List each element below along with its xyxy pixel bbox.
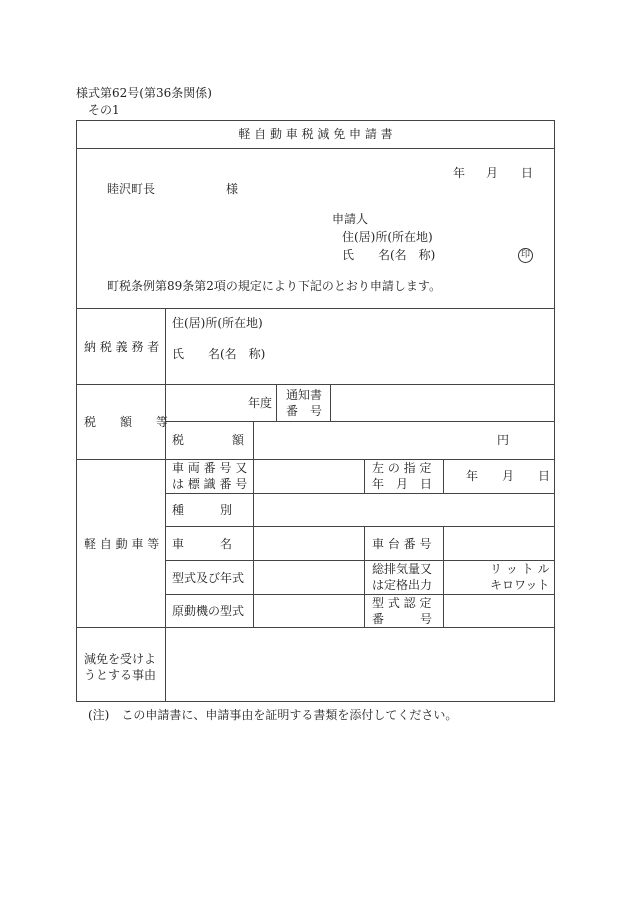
footnote: (注) この申請書に、申請事由を証明する書類を添付してください。 xyxy=(88,708,458,722)
rule xyxy=(165,421,555,422)
rule xyxy=(76,308,555,309)
rule xyxy=(165,526,555,527)
addressee-honorific: 様 xyxy=(226,182,239,196)
yen-unit: 円 xyxy=(497,433,510,447)
rule xyxy=(364,459,365,493)
tax-amount-label: 税 額 xyxy=(172,433,245,447)
model-year-label: 型式及び年式 xyxy=(172,571,245,585)
date-month-label: 月 xyxy=(486,166,499,180)
reason-label-2: うとする事由 xyxy=(84,668,157,682)
form-number: 様式第62号(第36条関係) xyxy=(76,86,212,100)
rule xyxy=(76,459,555,460)
kilowatt-unit: キロワット xyxy=(490,578,550,592)
rule xyxy=(165,308,166,702)
type-approval-label: 型 式 認 定 xyxy=(372,596,432,610)
rule xyxy=(165,560,555,561)
date-year-label: 年 xyxy=(453,166,466,180)
reason-label: 減免を受けよ xyxy=(84,652,157,666)
designated-day-label: 日 xyxy=(538,469,551,483)
taxpayer-label: 納 税 義 務 者 xyxy=(84,340,160,354)
liter-unit: リ ッ ト ル xyxy=(490,562,550,576)
date-day-label: 日 xyxy=(521,166,534,180)
rule xyxy=(76,384,555,385)
rule xyxy=(165,493,555,494)
taxpayer-name-label: 氏 名(名 称) xyxy=(172,347,266,361)
plate-number-label-2: は 標 識 番 号 xyxy=(172,477,248,491)
vehicle-name-label: 車 名 xyxy=(172,537,233,551)
rule xyxy=(443,526,444,627)
applicant-address-label: 住(居)所(所在地) xyxy=(342,230,433,244)
tax-label: 税 額 等 xyxy=(84,415,169,429)
displacement-label-2: は定格出力 xyxy=(372,578,433,592)
type-approval-label-2: 番 号 xyxy=(372,612,433,626)
fiscal-year-label: 年度 xyxy=(248,396,273,410)
form-part: その1 xyxy=(88,103,120,117)
rule xyxy=(76,148,555,149)
addressee: 睦沢町長 xyxy=(107,182,156,196)
engine-model-label: 原動機の型式 xyxy=(172,604,245,618)
notice-number-label-2: 番 号 xyxy=(286,404,323,418)
statement-text: 町税条例第89条第2項の規定により下記のとおり申請します。 xyxy=(107,279,441,293)
plate-number-label: 車 両 番 号 又 xyxy=(172,461,248,475)
designated-year-label: 年 xyxy=(466,469,479,483)
vehicle-type-label: 種 別 xyxy=(172,503,233,517)
form-title: 軽 自 動 車 税 減 免 申 請 書 xyxy=(238,127,393,141)
chassis-number-label: 車 台 番 号 xyxy=(372,537,432,551)
applicant-name-label: 氏 名(名 称) xyxy=(342,248,436,262)
designated-date-label-2: 年 月 日 xyxy=(372,477,433,491)
rule xyxy=(276,384,277,421)
designated-date-label: 左 の 指 定 xyxy=(372,461,432,475)
seal-mark: 印 xyxy=(518,248,533,263)
rule xyxy=(443,459,444,493)
applicant-label: 申請人 xyxy=(332,212,369,226)
rule xyxy=(165,594,555,595)
taxpayer-address-label: 住(居)所(所在地) xyxy=(172,316,263,330)
notice-number-label: 通知書 xyxy=(286,388,323,402)
displacement-label: 総排気量又 xyxy=(372,562,433,576)
rule xyxy=(76,627,555,628)
rule xyxy=(330,384,331,421)
rule xyxy=(364,526,365,627)
rule xyxy=(253,421,254,627)
vehicle-label: 軽 自 動 車 等 xyxy=(84,537,160,551)
designated-month-label: 月 xyxy=(502,469,515,483)
